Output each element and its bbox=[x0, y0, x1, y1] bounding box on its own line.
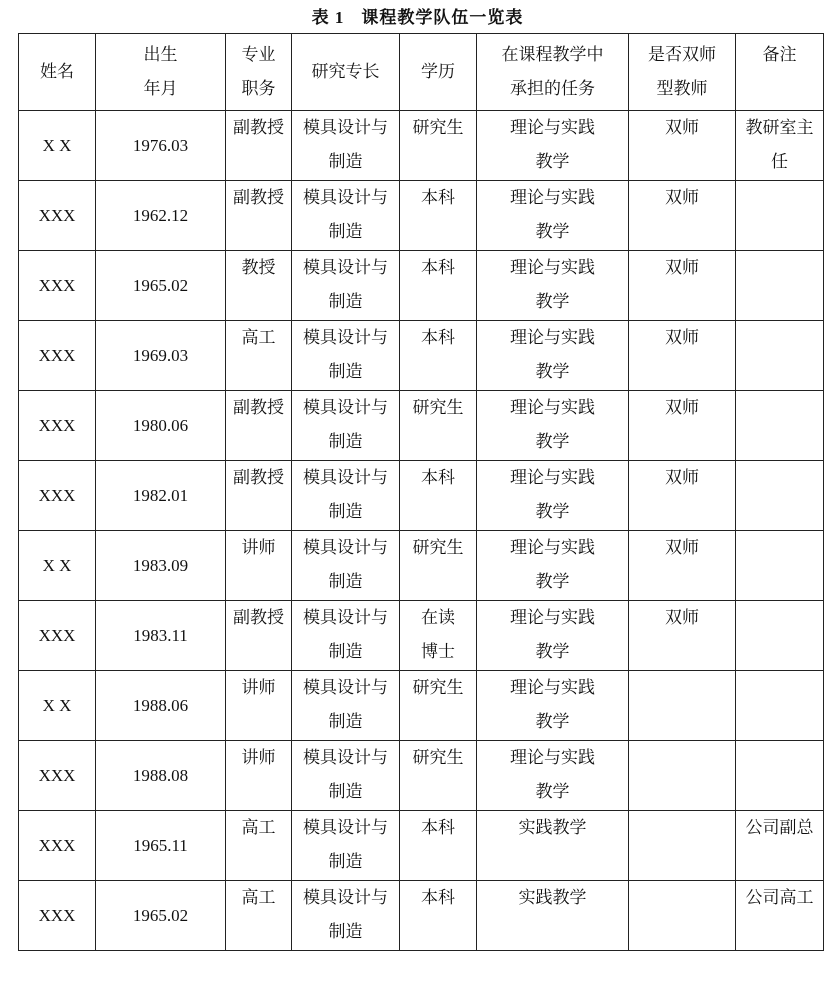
cell-notes bbox=[736, 461, 824, 531]
cell-name: XXX bbox=[19, 881, 96, 951]
cell-education: 本科 bbox=[400, 461, 477, 531]
cell-education: 在读 博士 bbox=[400, 601, 477, 671]
cell-specialty: 模具设计与 制造 bbox=[292, 811, 400, 881]
table-row bbox=[19, 601, 824, 671]
cell-education: 本科 bbox=[400, 881, 477, 951]
header-notes: 备注 bbox=[736, 34, 824, 111]
cell-notes bbox=[736, 391, 824, 461]
cell-notes bbox=[736, 321, 824, 391]
cell-birth: 1983.09 bbox=[96, 531, 226, 601]
cell-notes: 公司高工 bbox=[736, 881, 824, 951]
cell-name: XXX bbox=[19, 601, 96, 671]
cell-task: 理论与实践 教学 bbox=[477, 601, 629, 671]
table-row bbox=[19, 741, 824, 811]
header-row bbox=[19, 34, 824, 111]
cell-education: 本科 bbox=[400, 811, 477, 881]
cell-task: 实践教学 bbox=[477, 881, 629, 951]
cell-dual-teacher: 双师 bbox=[629, 461, 736, 531]
cell-education: 研究生 bbox=[400, 671, 477, 741]
cell-task: 理论与实践 教学 bbox=[477, 181, 629, 251]
cell-specialty: 模具设计与 制造 bbox=[292, 671, 400, 741]
cell-education: 本科 bbox=[400, 181, 477, 251]
cell-specialty: 模具设计与 制造 bbox=[292, 251, 400, 321]
cell-task: 理论与实践 教学 bbox=[477, 111, 629, 181]
header-task: 在课程教学中 承担的任务 bbox=[477, 34, 629, 111]
cell-notes bbox=[736, 531, 824, 601]
table-row bbox=[19, 391, 824, 461]
header-title: 专业 职务 bbox=[226, 34, 292, 111]
cell-education: 研究生 bbox=[400, 741, 477, 811]
cell-notes bbox=[736, 181, 824, 251]
cell-education: 研究生 bbox=[400, 111, 477, 181]
table-row bbox=[19, 881, 824, 951]
cell-notes: 教研室主 任 bbox=[736, 111, 824, 181]
cell-birth: 1965.02 bbox=[96, 881, 226, 951]
cell-birth: 1965.11 bbox=[96, 811, 226, 881]
cell-dual-teacher: 双师 bbox=[629, 251, 736, 321]
cell-education: 研究生 bbox=[400, 391, 477, 461]
cell-task: 理论与实践 教学 bbox=[477, 321, 629, 391]
caption-title: 课程教学队伍一览表 bbox=[361, 8, 524, 28]
cell-specialty: 模具设计与 制造 bbox=[292, 881, 400, 951]
cell-dual-teacher: 双师 bbox=[629, 321, 736, 391]
cell-specialty: 模具设计与 制造 bbox=[292, 531, 400, 601]
cell-name: XXX bbox=[19, 181, 96, 251]
cell-task: 理论与实践 教学 bbox=[477, 461, 629, 531]
cell-specialty: 模具设计与 制造 bbox=[292, 391, 400, 461]
cell-specialty: 模具设计与 制造 bbox=[292, 321, 400, 391]
cell-education: 本科 bbox=[400, 321, 477, 391]
cell-name: XXX bbox=[19, 251, 96, 321]
cell-title: 讲师 bbox=[226, 741, 292, 811]
cell-title: 副教授 bbox=[226, 111, 292, 181]
cell-name: X X bbox=[19, 111, 96, 181]
table-row bbox=[19, 811, 824, 881]
table-caption bbox=[0, 3, 835, 28]
cell-education: 研究生 bbox=[400, 531, 477, 601]
table-row bbox=[19, 671, 824, 741]
cell-name: XXX bbox=[19, 811, 96, 881]
cell-birth: 1983.11 bbox=[96, 601, 226, 671]
cell-notes: 公司副总 bbox=[736, 811, 824, 881]
cell-name: XXX bbox=[19, 321, 96, 391]
cell-title: 教授 bbox=[226, 251, 292, 321]
cell-name: X X bbox=[19, 531, 96, 601]
cell-name: XXX bbox=[19, 391, 96, 461]
cell-dual-teacher: 双师 bbox=[629, 181, 736, 251]
cell-birth: 1965.02 bbox=[96, 251, 226, 321]
cell-task: 理论与实践 教学 bbox=[477, 671, 629, 741]
cell-name: XXX bbox=[19, 461, 96, 531]
cell-birth: 1988.06 bbox=[96, 671, 226, 741]
cell-dual-teacher: 双师 bbox=[629, 531, 736, 601]
table-row bbox=[19, 111, 824, 181]
table-row bbox=[19, 461, 824, 531]
cell-task: 理论与实践 教学 bbox=[477, 741, 629, 811]
cell-birth: 1988.08 bbox=[96, 741, 226, 811]
header-education: 学历 bbox=[400, 34, 477, 111]
cell-name: XXX bbox=[19, 741, 96, 811]
table-row bbox=[19, 181, 824, 251]
cell-title: 副教授 bbox=[226, 461, 292, 531]
cell-title: 副教授 bbox=[226, 181, 292, 251]
cell-title: 高工 bbox=[226, 811, 292, 881]
cell-title: 高工 bbox=[226, 321, 292, 391]
cell-dual-teacher: 双师 bbox=[629, 601, 736, 671]
cell-title: 副教授 bbox=[226, 601, 292, 671]
teaching-staff-table bbox=[18, 33, 824, 951]
cell-dual-teacher bbox=[629, 811, 736, 881]
cell-dual-teacher bbox=[629, 881, 736, 951]
cell-specialty: 模具设计与 制造 bbox=[292, 741, 400, 811]
cell-dual-teacher: 双师 bbox=[629, 111, 736, 181]
cell-birth: 1962.12 bbox=[96, 181, 226, 251]
header-dual-teacher: 是否双师 型教师 bbox=[629, 34, 736, 111]
cell-birth: 1976.03 bbox=[96, 111, 226, 181]
cell-title: 讲师 bbox=[226, 671, 292, 741]
cell-dual-teacher: 双师 bbox=[629, 391, 736, 461]
cell-notes bbox=[736, 671, 824, 741]
cell-notes bbox=[736, 741, 824, 811]
caption-number: 表 1 bbox=[311, 8, 345, 27]
table-row bbox=[19, 321, 824, 391]
cell-notes bbox=[736, 251, 824, 321]
cell-name: X X bbox=[19, 671, 96, 741]
cell-task: 理论与实践 教学 bbox=[477, 391, 629, 461]
cell-specialty: 模具设计与 制造 bbox=[292, 111, 400, 181]
table-row bbox=[19, 251, 824, 321]
cell-birth: 1969.03 bbox=[96, 321, 226, 391]
cell-task: 理论与实践 教学 bbox=[477, 251, 629, 321]
cell-title: 高工 bbox=[226, 881, 292, 951]
cell-specialty: 模具设计与 制造 bbox=[292, 181, 400, 251]
cell-dual-teacher bbox=[629, 671, 736, 741]
cell-notes bbox=[736, 601, 824, 671]
header-name: 姓名 bbox=[19, 34, 96, 111]
cell-dual-teacher bbox=[629, 741, 736, 811]
header-birth: 出生 年月 bbox=[96, 34, 226, 111]
cell-task: 实践教学 bbox=[477, 811, 629, 881]
cell-specialty: 模具设计与 制造 bbox=[292, 461, 400, 531]
cell-education: 本科 bbox=[400, 251, 477, 321]
header-specialty: 研究专长 bbox=[292, 34, 400, 111]
cell-title: 副教授 bbox=[226, 391, 292, 461]
cell-birth: 1982.01 bbox=[96, 461, 226, 531]
cell-title: 讲师 bbox=[226, 531, 292, 601]
table-row bbox=[19, 531, 824, 601]
cell-task: 理论与实践 教学 bbox=[477, 531, 629, 601]
cell-specialty: 模具设计与 制造 bbox=[292, 601, 400, 671]
cell-birth: 1980.06 bbox=[96, 391, 226, 461]
